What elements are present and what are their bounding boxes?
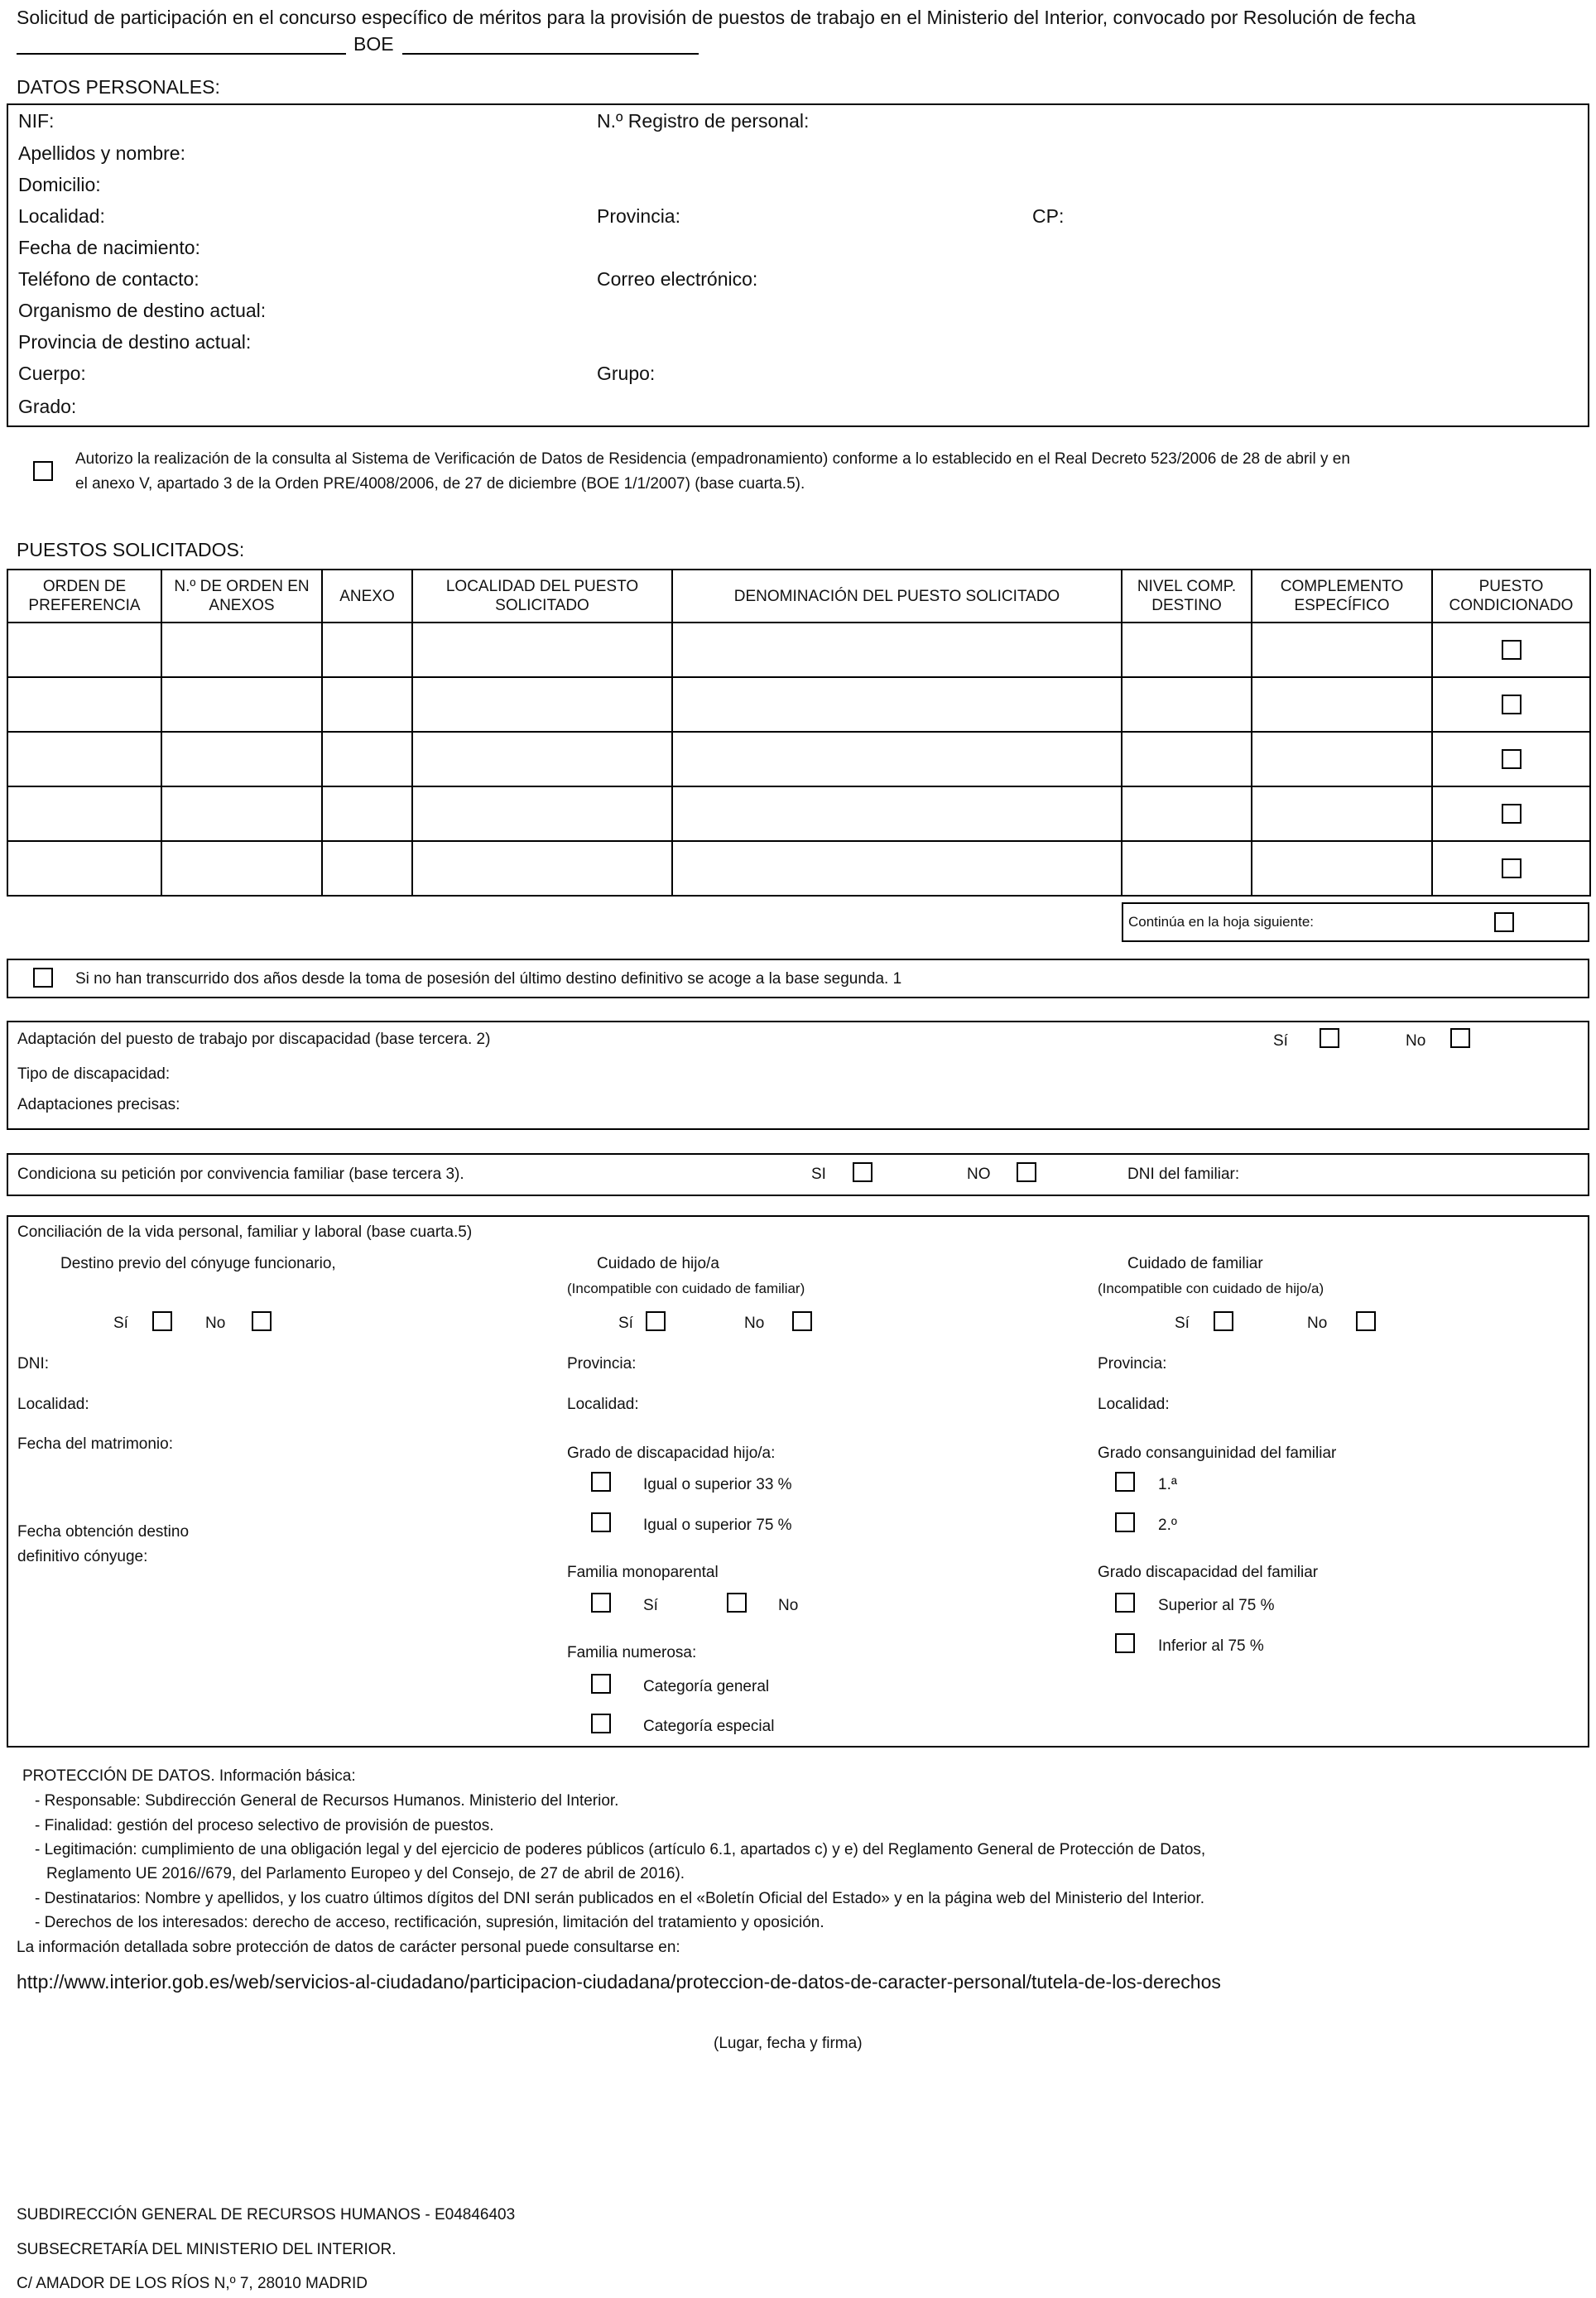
col-complemento: COMPLEMENTO ESPECÍFICO (1252, 570, 1432, 623)
cp-label: CP: (1032, 205, 1065, 227)
table-row (7, 623, 1590, 677)
hijo-si-label: Sí (618, 1315, 633, 1332)
fecha-nacimiento-label: Fecha de nacimiento: (18, 237, 200, 258)
cell-orden[interactable] (7, 623, 161, 677)
condicionado-checkbox[interactable] (1502, 858, 1521, 878)
hijo-subtitle: (Incompatible con cuidado de familiar) (567, 1281, 805, 1296)
col-localidad: LOCALIDAD DEL PUESTO SOLICITADO (412, 570, 672, 623)
numerosa-label: Familia numerosa: (567, 1644, 697, 1661)
footer-line-2: SUBSECRETARÍA DEL MINISTERIO DEL INTERIOR. (17, 2241, 397, 2258)
footer-line-3: C/ AMADOR DE LOS RÍOS N,º 7, 28010 MADRID (17, 2275, 368, 2292)
familiar-provincia-label: Provincia: (1098, 1355, 1167, 1373)
cell-complemento[interactable] (1252, 677, 1432, 732)
cat-general-checkbox[interactable] (591, 1674, 611, 1694)
section-title-puestos: PUESTOS SOLICITADOS: (17, 539, 245, 560)
grado-1-checkbox[interactable] (1115, 1472, 1135, 1492)
condicionado-checkbox[interactable] (1502, 749, 1521, 769)
convivencia-no-checkbox[interactable] (1017, 1162, 1036, 1182)
firma-label: (Lugar, fecha y firma) (714, 2035, 863, 2052)
cell-orden-anexos[interactable] (161, 786, 322, 841)
cell-orden[interactable] (7, 841, 161, 896)
proteccion-info: La información detallada sobre protección de datos de carácter personal puede consultarse en: (17, 1939, 680, 1956)
cell-anexo[interactable] (322, 623, 412, 677)
continua-box (1122, 902, 1589, 942)
cell-localidad[interactable] (412, 623, 672, 677)
col-denominacion: DENOMINACIÓN DEL PUESTO SOLICITADO (672, 570, 1122, 623)
conyuge-localidad-label: Localidad: (17, 1396, 89, 1413)
conciliacion-box (7, 1215, 1589, 1748)
grado-2-label: 2.º (1158, 1517, 1177, 1534)
familiar-no-label: No (1307, 1315, 1328, 1332)
conyuge-si-label: Sí (113, 1315, 128, 1332)
monoparental-no-label: No (778, 1597, 799, 1614)
cell-orden-anexos[interactable] (161, 732, 322, 786)
cell-orden[interactable] (7, 732, 161, 786)
cell-condicionado (1432, 677, 1590, 732)
familiar-localidad-label: Localidad: (1098, 1396, 1170, 1413)
telefono-label: Teléfono de contacto: (18, 268, 200, 290)
cell-nivel[interactable] (1122, 677, 1252, 732)
cuerpo-label: Cuerpo: (18, 363, 86, 384)
cat-general-label: Categoría general (643, 1678, 770, 1695)
grado-2-checkbox[interactable] (1115, 1512, 1135, 1532)
condicionado-checkbox[interactable] (1502, 640, 1521, 660)
organismo-label: Organismo de destino actual: (18, 300, 267, 321)
base-segunda-box (7, 959, 1589, 998)
grado-disc-familiar-label: Grado discapacidad del familiar (1098, 1564, 1319, 1581)
convivencia-no-label: NO (967, 1166, 991, 1183)
cell-anexo[interactable] (322, 786, 412, 841)
grado-hijo-label: Grado de discapacidad hijo/a: (567, 1445, 776, 1462)
hijo-33-checkbox[interactable] (591, 1472, 611, 1492)
inferior-75-label: Inferior al 75 % (1158, 1637, 1264, 1655)
proteccion-derechos: - Derechos de los interesados: derecho de acceso, rectificación, supresión, limitación del tratamiento y oposición. (35, 1914, 824, 1931)
cell-nivel[interactable] (1122, 786, 1252, 841)
cell-complemento[interactable] (1252, 841, 1432, 896)
cell-nivel[interactable] (1122, 841, 1252, 896)
fecha-obtencion-label-2: definitivo cónyuge: (17, 1548, 148, 1565)
conyuge-no-label: No (205, 1315, 226, 1332)
hijo-provincia-label: Provincia: (567, 1355, 637, 1373)
familiar-si-label: Sí (1175, 1315, 1190, 1332)
convivencia-box (7, 1153, 1589, 1196)
base-segunda-checkbox[interactable] (33, 968, 53, 988)
adaptacion-no-checkbox[interactable] (1450, 1028, 1470, 1048)
fecha-resolucion-field[interactable] (17, 53, 346, 55)
cell-orden-anexos[interactable] (161, 677, 322, 732)
cell-nivel[interactable] (1122, 623, 1252, 677)
convivencia-label: Condiciona su petición por convivencia familiar (base tercera 3). (17, 1166, 464, 1183)
cell-complemento[interactable] (1252, 786, 1432, 841)
dni-familiar-label: DNI del familiar: (1127, 1166, 1240, 1183)
base-segunda-text: Si no han transcurrido dos años desde la toma de posesión del último destino definitivo se acoge a la base segunda. 1 (75, 970, 902, 988)
cell-complemento[interactable] (1252, 623, 1432, 677)
cell-condicionado (1432, 841, 1590, 896)
conyuge-title: Destino previo del cónyuge funcionario, (60, 1255, 336, 1272)
grupo-label: Grupo: (597, 363, 656, 384)
col-nivel: NIVEL COMP. DESTINO (1122, 570, 1252, 623)
continua-label: Continúa en la hoja siguiente: (1128, 914, 1314, 930)
col-orden-anexos: N.º DE ORDEN EN ANEXOS (161, 570, 322, 623)
cell-anexo[interactable] (322, 841, 412, 896)
datos-personales-box (7, 103, 1589, 427)
adaptacion-no-label: No (1406, 1032, 1426, 1050)
monoparental-label: Familia monoparental (567, 1564, 719, 1581)
table-row (7, 841, 1590, 896)
familiar-si-checkbox[interactable] (1214, 1311, 1233, 1331)
familiar-title: Cuidado de familiar (1127, 1255, 1263, 1272)
adaptacion-title: Adaptación del puesto de trabajo por discapacidad (base tercera. 2) (17, 1031, 491, 1048)
cell-denominacion[interactable] (672, 623, 1122, 677)
monoparental-no-checkbox[interactable] (727, 1593, 747, 1613)
cell-denominacion[interactable] (672, 677, 1122, 732)
nif-label: NIF: (18, 110, 55, 132)
provincia-destino-label: Provincia de destino actual: (18, 331, 252, 353)
adaptacion-si-label: Sí (1273, 1032, 1288, 1050)
cell-nivel[interactable] (1122, 732, 1252, 786)
boe-label: BOE (353, 33, 394, 55)
boe-field[interactable] (402, 53, 699, 55)
hijo-75-label: Igual o superior 75 % (643, 1517, 792, 1534)
fecha-obtencion-label-1: Fecha obtención destino (17, 1523, 190, 1541)
cell-denominacion[interactable] (672, 841, 1122, 896)
grado-consanguinidad-label: Grado consanguinidad del familiar (1098, 1445, 1337, 1462)
hijo-no-label: No (744, 1315, 765, 1332)
monoparental-si-checkbox[interactable] (591, 1593, 611, 1613)
apellidos-label: Apellidos y nombre: (18, 142, 185, 164)
autorizo-checkbox[interactable] (33, 461, 53, 481)
hijo-si-checkbox[interactable] (646, 1311, 666, 1331)
correo-label: Correo electrónico: (597, 268, 758, 290)
cell-anexo[interactable] (322, 732, 412, 786)
hijo-localidad-label: Localidad: (567, 1396, 639, 1413)
grado-1-label: 1.ª (1158, 1476, 1177, 1493)
autorizo-text-line2: el anexo V, apartado 3 de la Orden PRE/4008/2006, de 27 de diciembre (BOE 1/1/2007) (base cuarta.5). (75, 475, 805, 493)
form-title: Solicitud de participación en el concurso específico de méritos para la provisión de puestos de trabajo en el Ministerio del Interior, convocado por Resolución de fecha (17, 7, 1416, 28)
proteccion-url-link[interactable]: http://www.interior.gob.es/web/servicios-al-ciudadano/participacion-ciudadana/proteccion-de-datos-de-caracter-personal/tutela-de-los-derechos (17, 1971, 1221, 1993)
cell-orden-anexos[interactable] (161, 841, 322, 896)
adaptaciones-label: Adaptaciones precisas: (17, 1096, 180, 1113)
cell-denominacion[interactable] (672, 732, 1122, 786)
cell-anexo[interactable] (322, 677, 412, 732)
adaptacion-box (7, 1021, 1589, 1130)
localidad-label: Localidad: (18, 205, 105, 227)
section-title-datos-personales: DATOS PERSONALES: (17, 76, 220, 98)
inferior-75-checkbox[interactable] (1115, 1633, 1135, 1653)
familiar-subtitle: (Incompatible con cuidado de hijo/a) (1098, 1281, 1324, 1296)
superior-75-label: Superior al 75 % (1158, 1597, 1275, 1614)
cell-localidad[interactable] (412, 786, 672, 841)
convivencia-si-label: SI (811, 1166, 826, 1183)
cell-orden[interactable] (7, 786, 161, 841)
autorizo-text-line1: Autorizo la realización de la consulta al Sistema de Verificación de Datos de Residencia (empadronamiento) conforme a lo establecido en el Real Decreto 523/2006 de 28 de abril y en (75, 450, 1350, 468)
cell-condicionado (1432, 623, 1590, 677)
hijo-33-label: Igual o superior 33 % (643, 1476, 792, 1493)
conyuge-no-checkbox[interactable] (252, 1311, 272, 1331)
cell-condicionado (1432, 732, 1590, 786)
proteccion-responsable: - Responsable: Subdirección General de Recursos Humanos. Ministerio del Interior. (35, 1792, 619, 1810)
table-row (7, 677, 1590, 732)
proteccion-legitimacion-2: Reglamento UE 2016//679, del Parlamento Europeo y del Consejo, de 27 de abril de 2016). (46, 1865, 685, 1882)
puestos-table (7, 569, 1591, 897)
cell-localidad[interactable] (412, 841, 672, 896)
condicionado-checkbox[interactable] (1502, 695, 1521, 714)
cell-localidad[interactable] (412, 677, 672, 732)
hijo-75-checkbox[interactable] (591, 1512, 611, 1532)
cat-especial-checkbox[interactable] (591, 1714, 611, 1733)
provincia-label: Provincia: (597, 205, 680, 227)
proteccion-title: PROTECCIÓN DE DATOS. Información básica: (22, 1767, 356, 1785)
cell-complemento[interactable] (1252, 732, 1432, 786)
hijo-no-checkbox[interactable] (792, 1311, 812, 1331)
proteccion-finalidad: - Finalidad: gestión del proceso selectivo de provisión de puestos. (35, 1817, 494, 1834)
proteccion-destinatarios: - Destinatarios: Nombre y apellidos, y los cuatro últimos dígitos del DNI serán publicados en el «Boletín Oficial del Estado» y en la página web del Ministerio del Interior. (35, 1890, 1205, 1907)
cell-orden-anexos[interactable] (161, 623, 322, 677)
col-anexo: ANEXO (322, 570, 412, 623)
cell-orden[interactable] (7, 677, 161, 732)
superior-75-checkbox[interactable] (1115, 1593, 1135, 1613)
adaptacion-si-checkbox[interactable] (1320, 1028, 1339, 1048)
proteccion-legitimacion-1: - Legitimación: cumplimiento de una obligación legal y del ejercicio de poderes públicos (artículo 6.1, apartados c) y e) del Reglamento General de Protección de Datos, (35, 1841, 1206, 1858)
condicionado-checkbox[interactable] (1502, 804, 1521, 824)
conyuge-dni-label: DNI: (17, 1355, 49, 1373)
table-row (7, 732, 1590, 786)
hijo-title: Cuidado de hijo/a (597, 1255, 719, 1272)
conciliacion-title: Conciliación de la vida personal, familiar y laboral (base cuarta.5) (17, 1224, 473, 1241)
table-row (7, 786, 1590, 841)
conyuge-si-checkbox[interactable] (152, 1311, 172, 1331)
puestos-header-row (7, 570, 1590, 623)
continua-checkbox[interactable] (1494, 912, 1514, 932)
domicilio-label: Domicilio: (18, 174, 101, 195)
cat-especial-label: Categoría especial (643, 1718, 775, 1735)
fecha-matrimonio-label: Fecha del matrimonio: (17, 1435, 173, 1453)
col-orden-preferencia: ORDEN DE PREFERENCIA (7, 570, 161, 623)
monoparental-si-label: Sí (643, 1597, 658, 1614)
cell-condicionado (1432, 786, 1590, 841)
col-condicionado: PUESTO CONDICIONADO (1432, 570, 1590, 623)
cell-localidad[interactable] (412, 732, 672, 786)
convivencia-si-checkbox[interactable] (853, 1162, 873, 1182)
familiar-no-checkbox[interactable] (1356, 1311, 1376, 1331)
cell-denominacion[interactable] (672, 786, 1122, 841)
footer-line-1: SUBDIRECCIÓN GENERAL DE RECURSOS HUMANOS - E04846403 (17, 2206, 516, 2223)
tipo-discapacidad-label: Tipo de discapacidad: (17, 1065, 171, 1083)
registro-label: N.º Registro de personal: (597, 110, 810, 132)
grado-label: Grado: (18, 396, 77, 417)
